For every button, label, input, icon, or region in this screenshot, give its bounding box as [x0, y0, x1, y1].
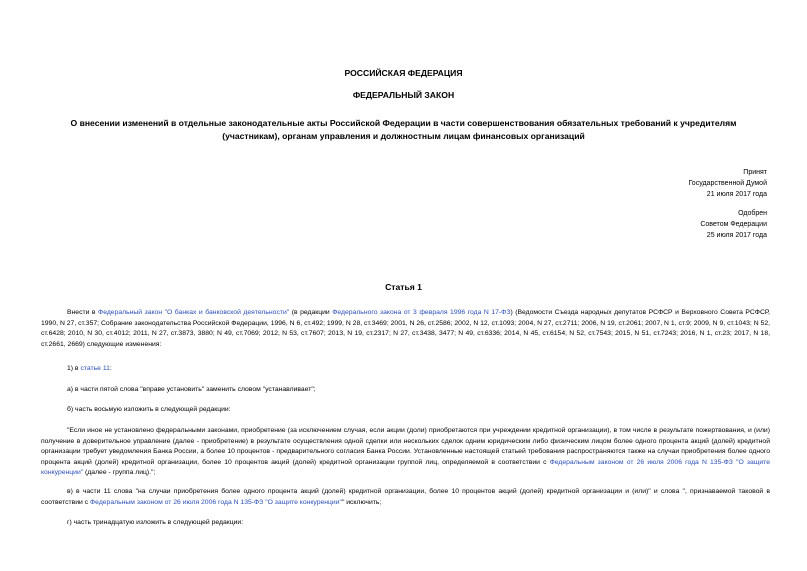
- text-run: " исключить;: [341, 498, 382, 506]
- link-fz-135[interactable]: Федеральным законом от 26 июля 2006 года N 135-ФЗ: [90, 498, 264, 506]
- approved-by: Советом Федерации: [700, 221, 767, 228]
- text-run: б) часть восьмую изложить в следующей редакции:: [67, 406, 231, 413]
- text-run: г) часть тринадцатую изложить в следующей редакции:: [67, 519, 244, 526]
- link-competition-law[interactable]: "О защите конкуренции": [265, 498, 342, 506]
- adoption-block: [688, 167, 767, 200]
- accepted-label: Принят: [743, 169, 767, 176]
- doc-type-heading: ФЕДЕРАЛЬНЫЙ ЗАКОН: [352, 90, 455, 100]
- text-run: в) в части 11 слова "на случаи приобретения более одного процента акций (долей) кредитной организации, более 10 процентов акций (долей) кредитной организации и (или)" и слова ", признаваемой таковой в соответствии с: [41, 488, 770, 506]
- accepted-by: Государственной Думой: [688, 180, 767, 187]
- paragraph-intro: [41, 308, 770, 350]
- text-run: Внести в: [67, 309, 99, 316]
- text-run: 1) в: [67, 365, 81, 372]
- approved-date: 25 июля 2017 года: [706, 232, 767, 239]
- paragraph-item-1: [41, 364, 770, 375]
- paragraph-item-g: [41, 518, 770, 529]
- paragraph-item-b: [41, 405, 770, 416]
- country-heading: РОССИЙСКАЯ ФЕДЕРАЦИЯ: [344, 68, 463, 78]
- text-run: "Если иное не установлено федеральными законами, приобретение (за исключением случая, если акции (доли) приобретаются при учреждении кредитной организации), в том числе в результате пожертвования, и (или) получение в доверительное управление (далее - приобретение) в результате осуществления одной сделки или нескольких сделок одним юридическим либо физическим лицом более одного процента акций (долей) кредитной организации требует уведомления Банка России, а более 10 процентов - предварительного согласия Банка России. Установленные настоящей статьей требования распространяются также на случаи приобретения более одного процента акций (долей) кредитной организации, более 10 процентов акций (долей) кредитной организации группой лиц, определяемой в соответствии с: [41, 427, 770, 466]
- law-title: О внесении изменений в отдельные законодательные акты Российской Федерации в части совершенствования обязательных требований к учредителям (участникам), органам управления и должностным лицам финансовых организаций: [70, 118, 737, 141]
- text-run: а) в части пятой слова "вправе установить" заменить словом "устанавливает";: [67, 386, 316, 393]
- accepted-date: 21 июля 2017 года: [706, 191, 767, 198]
- link-banking-law[interactable]: Федеральный закон "О банках и банковской деятельности": [98, 309, 290, 316]
- link-fz-17[interactable]: Федерального закона от 3 февраля 1996 года N 17-ФЗ: [332, 309, 511, 316]
- paragraph-quote: [41, 426, 770, 479]
- approved-label: Одобрен: [738, 210, 767, 217]
- article-title: Статья 1: [385, 282, 422, 292]
- paragraph-item-v: [41, 487, 770, 508]
- link-article-11[interactable]: статье 11: [80, 365, 110, 372]
- link-competition-law[interactable]: "О защите конкуренции": [41, 458, 770, 476]
- paragraph-item-a: [41, 385, 770, 396]
- text-run: (в редакции: [289, 309, 333, 316]
- text-run: :: [109, 365, 112, 372]
- text-run: (далее - группа лиц).";: [83, 469, 156, 476]
- approval-block: [700, 208, 767, 241]
- link-fz-135[interactable]: Федеральным законом от 26 июля 2006 года N 135-ФЗ: [549, 458, 733, 466]
- text-run: ) (Ведомости Съезда народных депутатов РСФСР и Верховного Совета РСФСР, 1990, N 27, ст.357; Собрание законодательства Российской Федерации, 1996, N 6, ст.492; 1999, N 28, ст.3469; 2001, N 26, ст.2586; 2002, N 12, ст.1093; 2004, N 27, ст.2711; 2006, N 19, ст.2061; 2007, N 1, ст.9; 2009, N 9, ст.1043; N 52, ст.6428; 2010, N 30, ст.4012; 2011, N 27, ст.3873, 3880; N 49, ст.7069; 2012, N 53, ст.7607; 2013, N 19, ст.2317; N 27, ст.3438, 3477; N 49, ст.6336; 2014, N 45, ст.6154; N 52, ст.7543; 2015, N 51, ст.7243; 2016, N 1, ст.23; 2017, N 18, ст.2661, 2669) следующие изменения:: [41, 309, 770, 348]
